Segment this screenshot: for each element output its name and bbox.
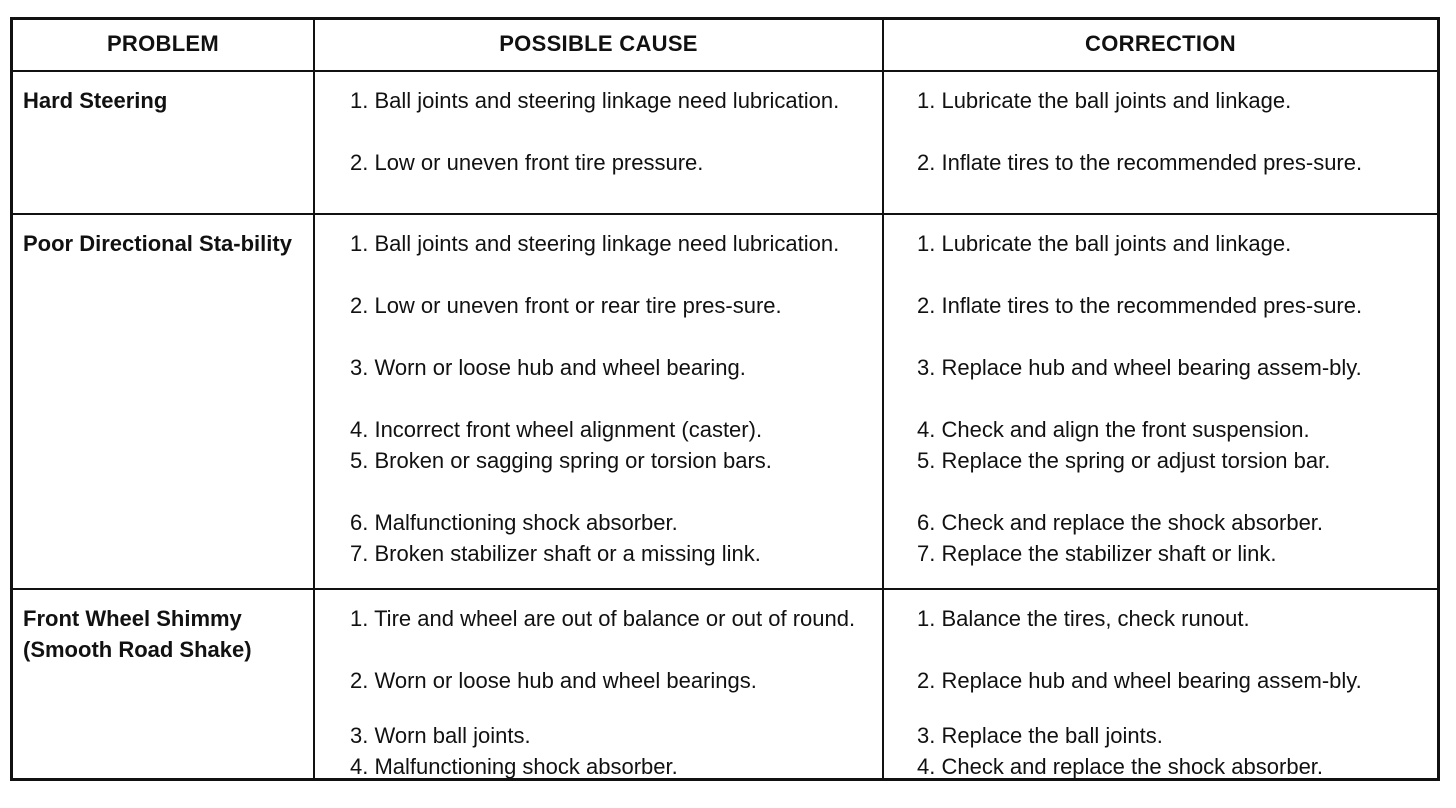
- cause-item: 2. Low or uneven front or rear tire pres-sure.: [350, 293, 782, 318]
- correction-item: 6. Check and replace the shock absorber.: [917, 510, 1324, 535]
- cause-item: 2. Worn or loose hub and wheel bearings.: [350, 668, 757, 693]
- column-divider: [882, 20, 884, 778]
- cause-item: 4. Malfunctioning shock absorber.: [350, 754, 678, 779]
- cause-item: 5. Broken or sagging spring or torsion bars.: [350, 448, 772, 473]
- cause-item: 6. Malfunctioning shock absorber.: [350, 510, 678, 535]
- cause-item: 7. Broken stabilizer shaft or a missing link.: [350, 541, 761, 566]
- correction-item: 2. Inflate tires to the recommended pres-sure.: [917, 150, 1363, 175]
- correction-item: 4. Check and replace the shock absorber.: [917, 754, 1324, 779]
- correction-item: 3. Replace the ball joints.: [917, 723, 1163, 748]
- correction-item: 7. Replace the stabilizer shaft or link.: [917, 541, 1277, 566]
- cause-item: 4. Incorrect front wheel alignment (caster).: [350, 417, 763, 442]
- header-divider: [13, 70, 1437, 72]
- problem-front-wheel-shimmy: Front Wheel Shimmy (Smooth Road Shake): [23, 606, 252, 662]
- problem-poor-directional-stability: Poor Directional Sta-bility: [23, 231, 292, 256]
- header-possible-cause: POSSIBLE CAUSE: [499, 31, 698, 56]
- cause-item: 3. Worn or loose hub and wheel bearing.: [350, 355, 746, 380]
- cause-item: 1. Tire and wheel are out of balance or out of round.: [350, 606, 856, 631]
- correction-item: 1. Balance the tires, check runout.: [917, 606, 1250, 631]
- header-correction: CORRECTION: [1085, 31, 1236, 56]
- correction-item: 4. Check and align the front suspension.: [917, 417, 1310, 442]
- cause-item: 1. Ball joints and steering linkage need lubrication.: [350, 231, 840, 256]
- cause-item: 3. Worn ball joints.: [350, 723, 531, 748]
- column-divider: [313, 20, 315, 778]
- row-divider: [13, 588, 1437, 590]
- correction-item: 5. Replace the spring or adjust torsion bar.: [917, 448, 1331, 473]
- header-problem: PROBLEM: [106, 31, 220, 56]
- correction-item: 1. Lubricate the ball joints and linkage.: [917, 231, 1292, 256]
- correction-item: 2. Inflate tires to the recommended pres-sure.: [917, 293, 1363, 318]
- cause-item: 1. Ball joints and steering linkage need lubrication.: [350, 88, 840, 113]
- correction-item: 2. Replace hub and wheel bearing assem-bly.: [917, 668, 1362, 693]
- problem-hard-steering: Hard Steering: [23, 88, 168, 113]
- cause-item: 2. Low or uneven front tire pressure.: [350, 150, 704, 175]
- correction-item: 3. Replace hub and wheel bearing assem-bly.: [917, 355, 1362, 380]
- correction-item: 1. Lubricate the ball joints and linkage.: [917, 88, 1292, 113]
- troubleshooting-table: [10, 17, 1440, 781]
- row-divider: [13, 213, 1437, 215]
